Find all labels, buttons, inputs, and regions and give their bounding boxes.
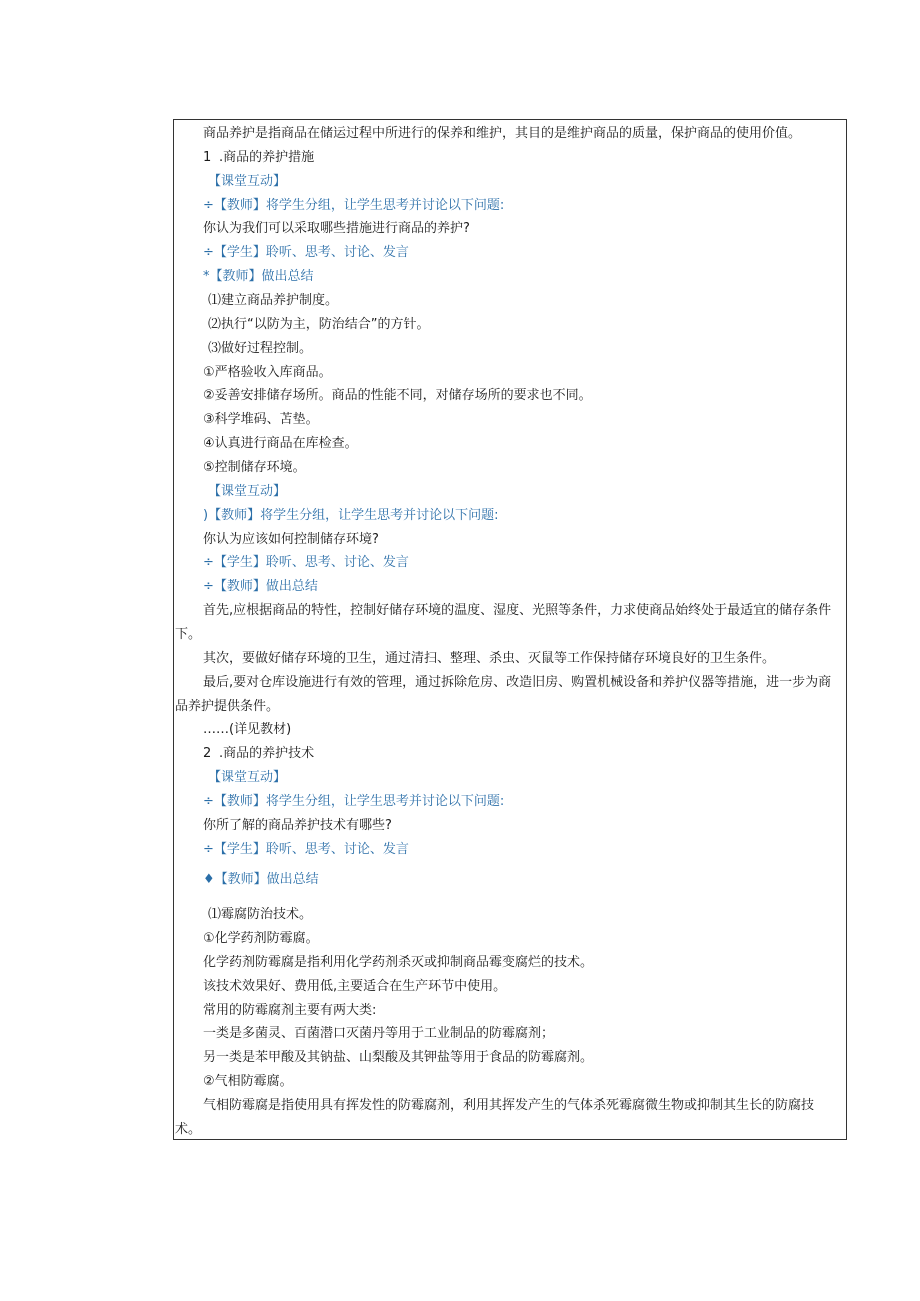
environment-paragraph-line: 品养护提供条件。 <box>175 699 280 714</box>
technique-line: 该技术效果好、费用低,主要适合在生产环节中使用。 <box>203 979 507 994</box>
see-textbook-note: ……(详见教材) <box>203 722 292 737</box>
teacher-summary: ÷【教师】做出总结 <box>203 579 318 594</box>
technique-line: ①化学药剂防霉腐。 <box>203 931 319 946</box>
technique-line: 化学药剂防霉腐是指利用化学药剂杀灭或抑制商品霉变腐烂的技术。 <box>203 955 594 970</box>
teacher-summary: *【教师】做出总结 <box>203 269 314 284</box>
technique-line: ⑴霉腐防治技术。 <box>208 907 313 922</box>
technique-line: ②气相防霉腐。 <box>203 1074 293 1089</box>
environment-paragraph-line: 下。 <box>175 627 202 642</box>
control-item: ③科学堆码、苫垫。 <box>203 412 319 427</box>
measure-item: ⑵执行“以防为主，防治结合”的方针。 <box>208 317 430 332</box>
section-2-heading: .商品的养护技术 <box>219 746 315 761</box>
discussion-question: 你认为应该如何控制储存环境? <box>203 532 379 547</box>
technique-line: 另一类是苯甲酸及其钠盐、山梨酸及其钾盐等用于食品的防霉腐剂。 <box>203 1050 594 1065</box>
class-interaction-label: 【课堂互动】 <box>208 174 287 189</box>
measure-item: ⑶做好过程控制。 <box>208 341 313 356</box>
discussion-question: 你认为我们可以采取哪些措施进行商品的养护? <box>203 221 470 236</box>
student-activity: ÷【学生】聆听、思考、讨论、发言 <box>203 555 409 570</box>
teacher-instruction: )【教师】将学生分组，让学生思考并讨论以下问题: <box>203 508 499 523</box>
student-activity: ÷【学生】聆听、思考、讨论、发言 <box>203 842 409 857</box>
student-activity: ÷【学生】聆听、思考、讨论、发言 <box>203 245 409 260</box>
control-item: ①严格验收入库商品。 <box>203 365 332 380</box>
intro-paragraph: 商品养护是指商品在储运过程中所进行的保养和维护，其目的是维护商品的质量，保护商品的使用价值。 <box>203 126 802 141</box>
technique-line: 气相防霉腐是指使用具有挥发性的防霉腐剂，利用其挥发产生的气体杀死霉腐微生物或抑制其生长的防腐技 <box>203 1098 815 1113</box>
environment-paragraph-line: 最后,要对仓库设施进行有效的管理，通过拆除危房、改造旧房、购置机械设备和养护仪器等措施，进一步为商 <box>203 675 832 690</box>
teacher-instruction: ÷【教师】将学生分组，让学生思考并讨论以下问题: <box>203 198 505 213</box>
measure-item: ⑴建立商品养护制度。 <box>208 293 339 308</box>
environment-paragraph-line: 首先,应根据商品的特性，控制好储存环境的温度、湿度、光照等条件，力求使商品始终处于最适宜的储存条件 <box>203 603 832 618</box>
environment-paragraph-line: 其次，要做好储存环境的卫生，通过清扫、整理、杀虫、灭鼠等工作保持储存环境良好的卫生条件。 <box>203 651 776 666</box>
technique-line: 常用的防霉腐剂主要有两大类: <box>203 1003 377 1018</box>
class-interaction-label: 【课堂互动】 <box>208 770 287 785</box>
class-interaction-label: 【课堂互动】 <box>208 484 287 499</box>
control-item: ④认真进行商品在库检查。 <box>203 436 358 451</box>
discussion-question: 你所了解的商品养护技术有哪些? <box>203 818 392 833</box>
control-item: ⑤控制储存环境。 <box>203 460 306 475</box>
section-1-number: 1 <box>203 150 212 165</box>
technique-line: 术。 <box>175 1122 202 1137</box>
teacher-instruction: ÷【教师】将学生分组，让学生思考并讨论以下问题: <box>203 794 505 809</box>
control-item: ②妥善安排储存场所。商品的性能不同，对储存场所的要求也不同。 <box>203 388 592 403</box>
technique-line: 一类是多菌灵、百菌潜口灭菌丹等用于工业制品的防霉腐剂； <box>203 1026 555 1041</box>
section-2-number: 2 <box>203 746 212 761</box>
section-1-heading: .商品的养护措施 <box>219 150 315 165</box>
teacher-summary: ♦【教师】做出总结 <box>203 872 319 887</box>
